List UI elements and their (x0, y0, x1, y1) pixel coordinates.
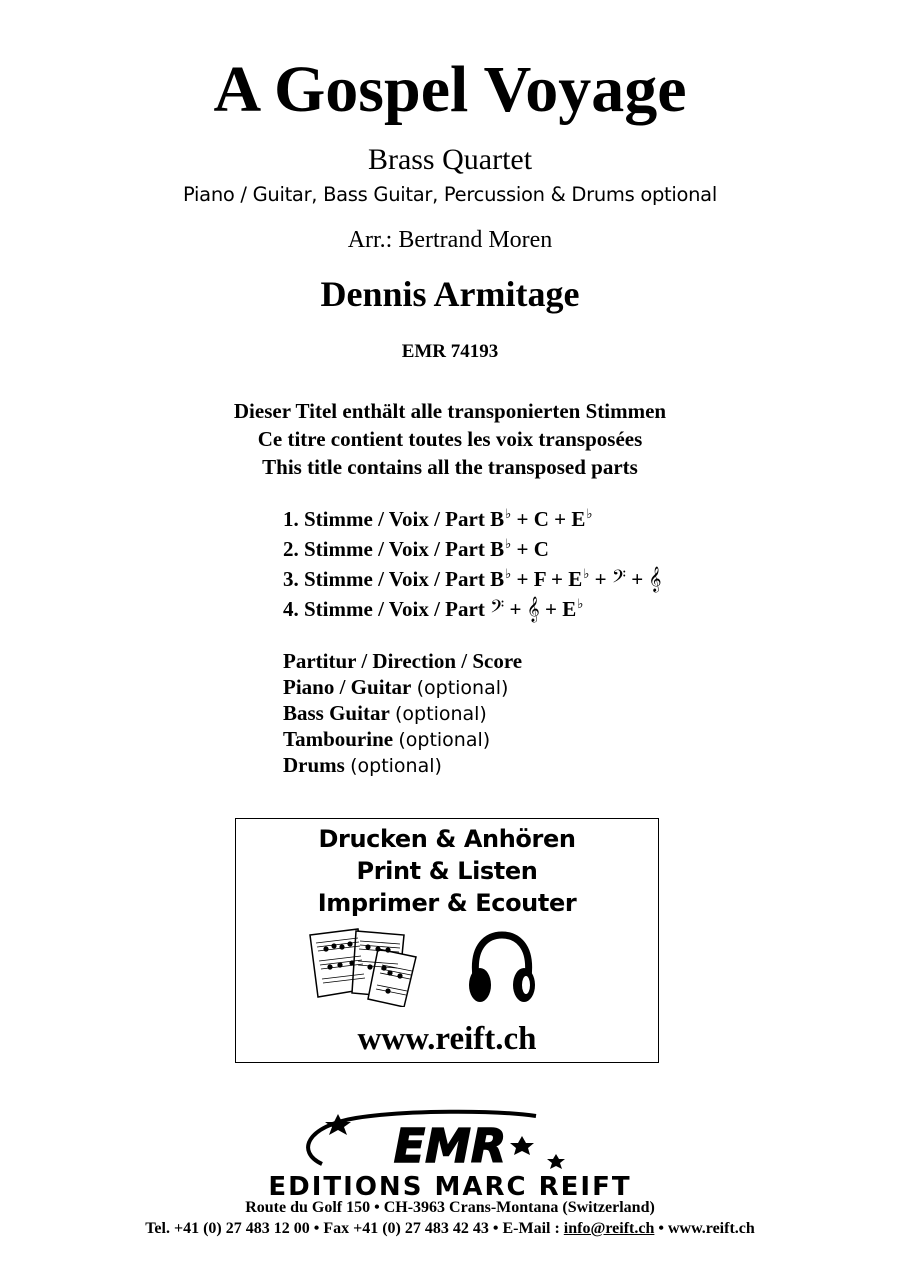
optional-tag: (optional) (416, 677, 509, 699)
flat-icon: ♭ (505, 537, 512, 552)
key-f: F (533, 567, 546, 591)
flat-icon: ♭ (505, 567, 512, 582)
publisher-name: EDITIONS MARC REIFT (268, 1172, 632, 1202)
key-c: C (533, 537, 549, 561)
parts-list (283, 500, 662, 620)
part-1 (283, 500, 662, 530)
note-french: Ce titre contient toutes les voix transposées (257, 427, 643, 451)
key-e: E (562, 597, 577, 621)
sheet-music-icon (308, 927, 420, 1007)
print-listen-box (235, 818, 659, 1063)
key-b: B (490, 537, 505, 561)
flat-icon: ♭ (586, 507, 593, 522)
transposition-notes (0, 397, 900, 481)
treble-clef-icon: 𝄞 (526, 597, 540, 622)
drums-label: Drums (283, 753, 345, 777)
emr-logo (296, 1108, 606, 1174)
key-e: E (568, 567, 583, 591)
plus-sign: + (516, 507, 529, 531)
promo-line-english: Print & Listen (356, 857, 538, 885)
note-english: This title contains all the transposed parts (262, 455, 638, 479)
part-label: 4. Stimme / Voix / Part (283, 597, 485, 621)
part-label: 3. Stimme / Voix / Part (283, 567, 485, 591)
flat-icon: ♭ (583, 567, 590, 582)
bass-clef-icon: 𝄢 (611, 567, 627, 592)
composer-name: Dennis Armitage (320, 274, 580, 314)
part-4 (283, 590, 662, 620)
publisher-address: Route du Golf 150 • CH-3963 Crans-Montana (Switzerland) (245, 1199, 655, 1216)
promo-line-french: Imprimer & Ecouter (317, 889, 577, 917)
contact-website: • www.reift.ch (654, 1220, 755, 1237)
optional-tag: (optional) (395, 703, 487, 725)
optional-tag: (optional) (350, 755, 442, 777)
publisher-contact (0, 1219, 900, 1239)
contents-drums (283, 752, 522, 778)
plus-sign: + (516, 537, 529, 561)
flat-icon: ♭ (577, 597, 584, 612)
plus-sign: + (544, 597, 557, 621)
page-title: A Gospel Voyage (213, 53, 687, 126)
headphones-icon (466, 931, 538, 1007)
contents-list (283, 648, 522, 778)
contact-phone-fax: Tel. +41 (0) 27 483 12 00 • Fax +41 (0) 27 483 42 43 • E-Mail : (145, 1220, 564, 1237)
key-e: E (571, 507, 586, 531)
key-b: B (490, 567, 505, 591)
plus-sign: + (631, 567, 644, 591)
website-url[interactable]: www.reift.ch (357, 1021, 537, 1057)
plus-sign: + (509, 597, 522, 621)
part-3 (283, 560, 662, 590)
contents-piano (283, 674, 522, 700)
contents-bass (283, 700, 522, 726)
key-b: B (490, 507, 505, 531)
promo-text (236, 823, 658, 919)
optional-tag: (optional) (398, 729, 491, 751)
bass-clef-icon: 𝄢 (490, 597, 505, 622)
key-c: C (533, 507, 549, 531)
logo-text: EMR (393, 1119, 507, 1173)
ensemble-subtitle: Brass Quartet (367, 143, 533, 176)
bass-label: Bass Guitar (283, 701, 390, 725)
score-label: Partitur / Direction / Score (283, 649, 523, 673)
email-link[interactable]: info@reift.ch (563, 1220, 655, 1237)
plus-sign: + (551, 567, 563, 591)
plus-sign: + (594, 567, 607, 591)
treble-clef-icon: 𝄞 (648, 567, 662, 592)
flat-icon: ♭ (505, 507, 512, 522)
part-label: 2. Stimme / Voix / Part (283, 537, 485, 561)
plus-sign: + (554, 507, 567, 531)
promo-line-german: Drucken & Anhören (318, 825, 576, 853)
instrumentation-line: Piano / Guitar, Bass Guitar, Percussion & Drums optional (183, 183, 717, 206)
contents-score (283, 648, 522, 674)
catalog-number: EMR 74193 (401, 341, 499, 362)
tambourine-label: Tambourine (283, 727, 394, 751)
contents-tambourine (283, 726, 522, 752)
piano-label: Piano / Guitar (283, 675, 412, 699)
arranger-credit: Arr.: Bertrand Moren (347, 227, 553, 253)
note-german: Dieser Titel enthält alle transponierten Stimmen (233, 399, 667, 423)
plus-sign: + (516, 567, 529, 591)
part-label: 1. Stimme / Voix / Part (283, 507, 485, 531)
part-2 (283, 530, 662, 560)
